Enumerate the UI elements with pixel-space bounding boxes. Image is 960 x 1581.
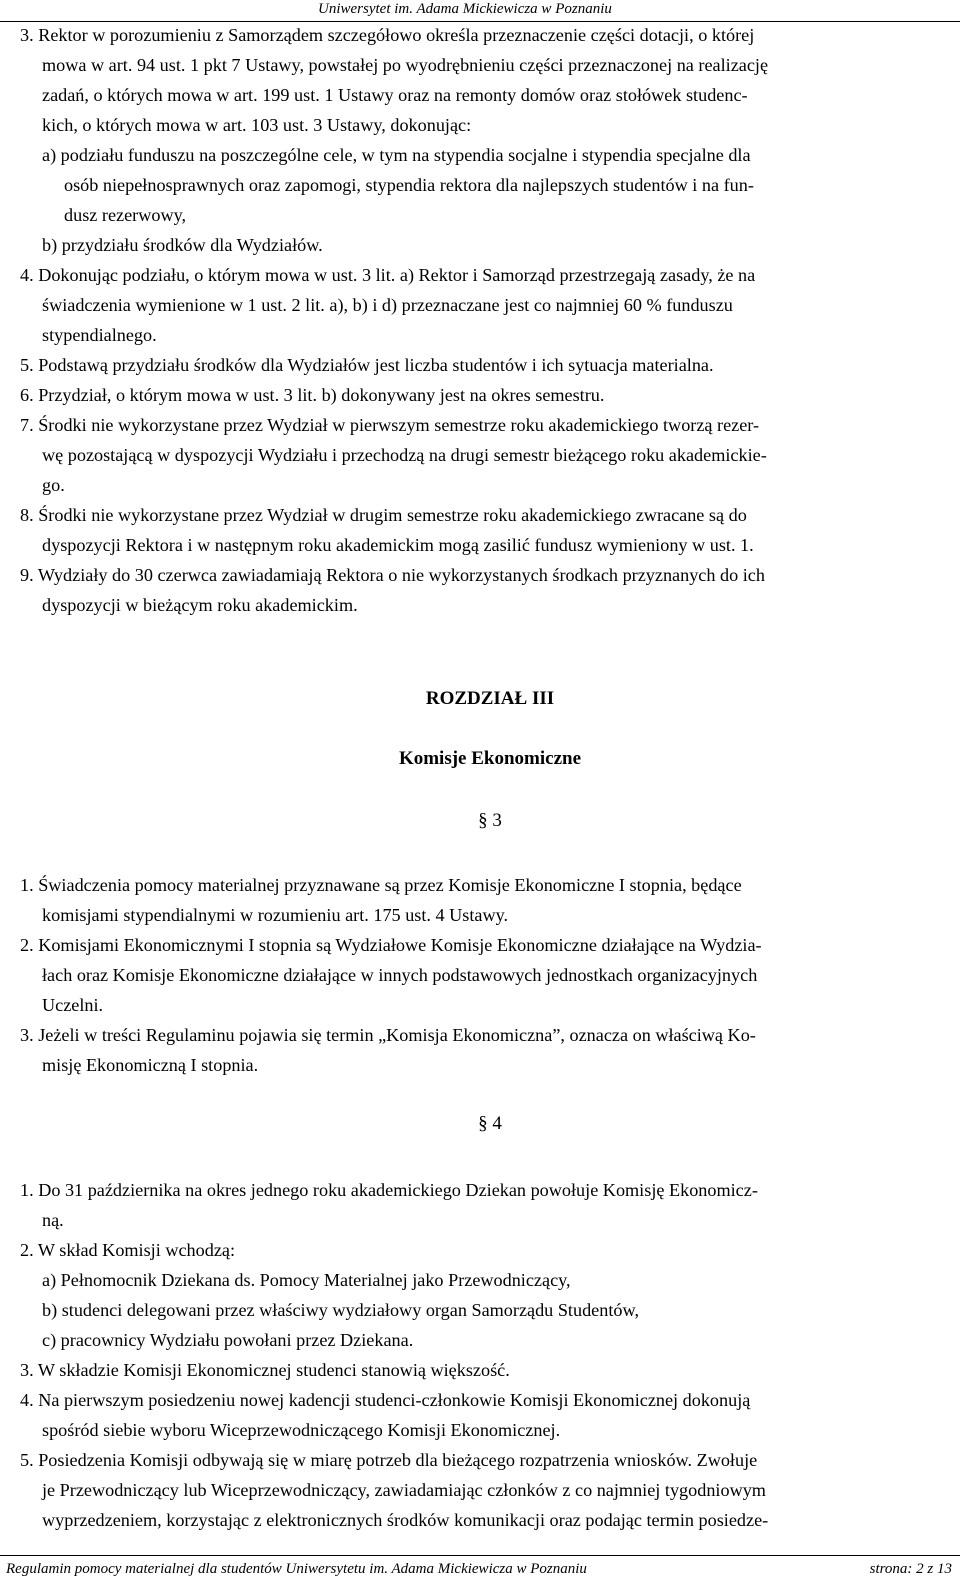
text-line: go.	[42, 475, 65, 495]
text-line: dyspozycji w bieżącym roku akademickim.	[42, 595, 358, 615]
section-3-label: § 3	[478, 810, 502, 831]
text-line: łach oraz Komisje Ekonomiczne działające w innych podstawowych jednostkach organizacyjnych	[42, 965, 758, 985]
text-line: 5. Posiedzenia Komisji odbywają się w miarę potrzeb dla bieżącego rozpatrzenia wniosków. Zwołuje	[20, 1450, 758, 1470]
text-line: komisjami stypendialnymi w rozumieniu art. 175 ust. 4 Ustawy.	[42, 905, 509, 925]
text-line: dyspozycji Rektora i w następnym roku akademickim mogą zasilić fundusz wymieniony w ust. 1.	[42, 535, 754, 555]
text-line: 3. Jeżeli w treści Regulaminu pojawia się termin „Komisja Ekonomiczna”, oznacza on właściwą Ko-	[20, 1025, 756, 1045]
text-line: 2. Komisjami Ekonomicznymi I stopnia są Wydziałowe Komisje Ekonomiczne działające na Wydzia-	[20, 935, 762, 955]
footer-page-number: strona: 2 z 13	[869, 1561, 952, 1577]
text-line: stypendialnego.	[42, 325, 157, 345]
text-line: świadczenia wymienione w 1 ust. 2 lit. a), b) i d) przeznaczane jest co najmniej 60 % funduszu	[42, 295, 733, 315]
section-4-label: § 4	[478, 1113, 502, 1134]
header-university-name: Uniwersytet im. Adama Mickiewicza w Poznaniu	[318, 1, 612, 17]
text-line: mowa w art. 94 ust. 1 pkt 7 Ustawy, powstałej po wyodrębnieniu części przeznaczonej na realizację	[42, 55, 769, 75]
text-line: wę pozostającą w dyspozycji Wydziału i przechodzą na drugi semestr bieżącego roku akademickie-	[42, 445, 767, 465]
text-line: 2. W skład Komisji wchodzą:	[20, 1240, 236, 1260]
text-line: 3. Rektor w porozumieniu z Samorządem szczegółowo określa przeznaczenie części dotacji, o której	[20, 25, 755, 45]
text-line: wyprzedzeniem, korzystając z elektronicznych środków komunikacji oraz podając termin posiedze-	[42, 1510, 769, 1530]
text-line: Uczelni.	[42, 995, 104, 1015]
text-line: b) przydziału środków dla Wydziałów.	[42, 235, 323, 255]
text-line: 8. Środki nie wykorzystane przez Wydział w drugim semestrze roku akademickiego zwracane są do	[20, 505, 747, 525]
text-line: 1. Świadczenia pomocy materialnej przyznawane są przez Komisje Ekonomiczne I stopnia, będące	[20, 875, 742, 895]
text-line: 7. Środki nie wykorzystane przez Wydział w pierwszym semestrze roku akademickiego tworzą rezer-	[20, 415, 760, 435]
chapter-title: ROZDZIAŁ III	[425, 688, 555, 709]
text-line: c) pracownicy Wydziału powołani przez Dziekana.	[42, 1330, 414, 1350]
text-line: zadań, o których mowa w art. 199 ust. 1 Ustawy oraz na remonty domów oraz stołówek studenc-	[42, 85, 748, 105]
section-sign-icon: §	[478, 1113, 488, 1134]
chapter-subtitle: Komisje Ekonomiczne	[398, 748, 582, 769]
text-line: misję Ekonomiczną I stopnia.	[42, 1055, 259, 1075]
text-line: 3. W składzie Komisji Ekonomicznej studenci stanowią większość.	[20, 1360, 510, 1380]
text-line: a) podziału funduszu na poszczególne cele, w tym na stypendia socjalne i stypendia specjalne dla	[42, 145, 751, 165]
text-line: 4. Na pierwszym posiedzeniu nowej kadencji studenci-członkowie Komisji Ekonomicznej dokonują	[20, 1390, 751, 1410]
text-line: kich, o których mowa w art. 103 ust. 3 Ustawy, dokonując:	[42, 115, 472, 135]
paragraph-block-section-3	[20, 870, 940, 1080]
text-line: 4. Dokonując podziału, o którym mowa w ust. 3 lit. a) Rektor i Samorząd przestrzegają zasady, że na	[20, 265, 756, 285]
text-line: dusz rezerwowy,	[64, 205, 187, 225]
text-line: b) studenci delegowani przez właściwy wydziałowy organ Samorządu Studentów,	[42, 1300, 639, 1320]
text-line: 9. Wydziały do 30 czerwca zawiadamiają Rektora o nie wykorzystanych środkach przyznanych do ich	[20, 565, 765, 585]
paragraph-block-funds	[20, 20, 940, 620]
page-footer	[0, 1555, 960, 1581]
text-line: 5. Podstawą przydziału środków dla Wydziałów jest liczba studentów i ich sytuacja materialna.	[20, 355, 714, 375]
paragraph-block-section-4	[20, 1175, 940, 1535]
section-sign-icon: §	[478, 810, 488, 831]
text-line: osób niepełnosprawnych oraz zapomogi, stypendia rektora dla najlepszych studentów i na fun-	[64, 175, 754, 195]
footer-document-title: Regulamin pomocy materialnej dla studentów Uniwersytetu im. Adama Mickiewicza w Poznaniu	[6, 1561, 587, 1577]
text-line: 1. Do 31 października na okres jednego roku akademickiego Dziekan powołuje Komisję Ekonomicz-	[20, 1180, 758, 1200]
text-line: ną.	[42, 1210, 64, 1230]
page-header	[0, 0, 960, 22]
text-line: spośród siebie wyboru Wiceprzewodniczącego Komisji Ekonomicznej.	[42, 1420, 561, 1440]
text-line: a) Pełnomocnik Dziekana ds. Pomocy Materialnej jako Przewodniczący,	[42, 1270, 571, 1290]
text-line: je Przewodniczący lub Wiceprzewodniczący, zawiadamiając członków z co najmniej tygodniowym	[42, 1480, 766, 1500]
text-line: 6. Przydział, o którym mowa w ust. 3 lit. b) dokonywany jest na okres semestru.	[20, 385, 605, 405]
